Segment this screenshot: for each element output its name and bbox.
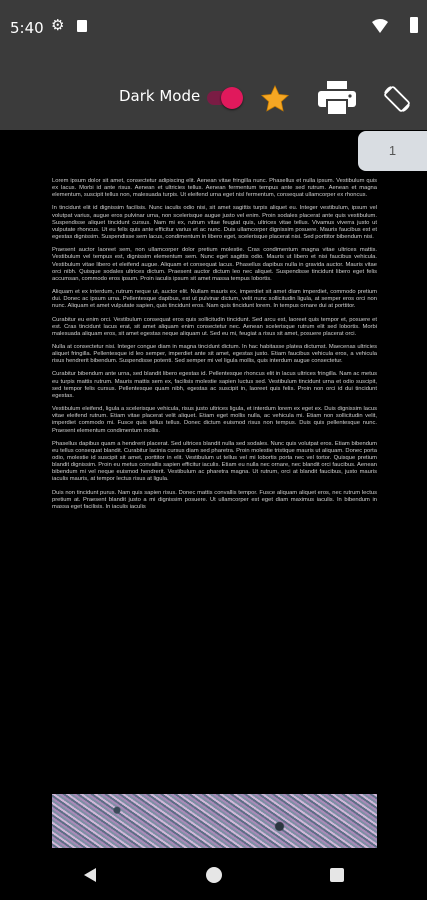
navigation-bar <box>0 850 427 900</box>
battery-icon <box>410 17 418 33</box>
doc-paragraph: Curabitur bibendum ante urna, sed blandit libero egestas id. Pellentesque rhoncus elit in lacus ultrices fringilla. Nam ac metus eu turpis mattis rutrum. Mauris mattis sem ex, facilisis molestie sapien luctus sed. Vestibulum tincidunt urna et odio suscipit, sed tempor felis cursus. Pellentesque quam nibh, egestas ac suscipit in, laoreet quis felis. Proin non orci id dui tincidunt egestas. <box>52 371 377 399</box>
print-icon[interactable] <box>318 81 356 115</box>
page-number: 1 <box>388 143 397 158</box>
sd-card-icon <box>77 20 87 32</box>
doc-paragraph: Aliquam et ex interdum, rutrum neque ut, auctor elit. Nullam mauris ex, imperdiet sit amet diam imperdiet, commodo pretium dui. Donec ac ipsum urna. Pellentesque dapibus, est ut pulvinar dictum, velit nunc sollicitudin ligula, at semper eros orci non nunc. Aliquam et amet vulputate sapien, quis tincidunt eros. Nam quis tincidunt lorem. In tempus ornare dui at porttitor. <box>52 289 377 310</box>
star-icon[interactable] <box>260 84 290 114</box>
doc-paragraph: Lorem ipsum dolor sit amet, consectetur adipiscing elit. Aenean vitae fringilla nunc. Phasellus et nulla ipsum. Vestibulum quis ex lacus. Morbi id ante risus. Aenean et ultricies tellus. Aenean fermentum tempus ante sed rutrum. Aenean et magna elementum, suscipit tellus non, malesuada turpis. Ut eleifend urna eget nisl fermentum, consequat ullamcorper ex rhoncus. <box>52 178 377 199</box>
back-icon[interactable] <box>82 867 98 883</box>
toolbar <box>0 58 427 130</box>
dark-mode-label: Dark Mode <box>119 87 201 105</box>
toggle-thumb <box>221 87 243 109</box>
dark-mode-toggle[interactable] <box>207 88 243 104</box>
document-page <box>52 178 377 688</box>
doc-paragraph: In tincidunt elit id dignissim facilisis. Nunc iaculis odio nisi, sit amet sagittis turpis aliquet eu. Integer vestibulum, ipsum vel volutpat varius, augue eros pulvinar urna, non scelerisque augue justo vel enim. Proin sodales placerat ante quis vestibulum. Suspendisse aliquet tincidunt cursus. Nam mi ex, rutrum vitae feugiat quis, ultrices vitae tellus. Vivamus viverra justo ut vulputate rhoncus. Ut eu felis quis ante efficitur varius et ac nunc. Duis ullamcorper dignissim posuere. Mauris faucibus est et egestas dignissim. Suspendisse sem lacus, condimentum in libero eget, scelerisque placerat nisi. Sed porttitor bibendum nisi. <box>52 205 377 241</box>
doc-paragraph: Nulla at consectetur nisi. Integer congue diam in magna tincidunt dictum. In hac habitasse platea dictumst. Maecenas ultricies aliquet fringilla. Pellentesque id leo semper, imperdiet ante sit amet, egestas justo. Etiam faucibus vehicula eros, a vehicula risus hendrerit bibendum. Suspendisse potenti. Sed semper mi vel ligula mollis, quis interdum augue consectetur. <box>52 343 377 365</box>
doc-paragraph: Phasellus dapibus quam a hendrerit placerat. Sed ultrices blandit nulla sed sodales. Nunc quis volutpat eros. Etiam bibendum eu tellus consequat blandit. Curabitur lacinia cursus diam sed pharetra. Proin molestie tristique mauris ut aliquam. Donec porta odio, molestie id suscipit sit amet, porttitor in elit. Vestibulum ut tellus vel mi lobortis porta nec vel tortor. Quisque pretium blandit dignissim. Proin eu metus convallis sapien efficitur iaculis. Etiam eu nulla nec ornare, nec blandit orci faucibus. Aenean bibendum mi vel neque euismod hendrerit. Vestibulum ac pharetra magna. Ut rutrum, orci at blandit faucibus, justo mauris iaculis mauris, at tempor lectus risus at ligula. <box>52 440 377 483</box>
document-image <box>52 794 377 848</box>
doc-paragraph: Vestibulum eleifend, ligula a scelerisque vehicula, risus justo ultrices ligula, et interdum lorem ex eget ex. Duis dignissim lacus vitae eleifend rutrum. Etiam vitae placerat velit aliquet. Etiam eget mollis nulla, ac vehicula mi. Etiam non sollicitudin velit, imperdiet commodo mi. Fusce quis tellus tellus. Donec dictum euismod risus non tempus. Duis quis pellentesque nunc. Praesent elementum condimentum mollis. <box>52 406 377 434</box>
status-bar <box>0 0 427 58</box>
doc-paragraph: Curabitur eu enim orci. Vestibulum consequat eros quis sollicitudin tincidunt. Sed arcu est, laoreet quis tempor et, posuere et est. Cras tincidunt lacus erat, sit amet aliquam enim consectetur nec. Aenean scelerisque rutrum elit sed lobortis. Morbi malesuada aliquam eros, sit amet egestas neque aliquam ut. Sed eu mi, feugiat a risus sit amet, posuere placerat orci. <box>52 316 377 337</box>
page-indicator[interactable] <box>358 131 427 171</box>
wifi-icon <box>372 19 388 33</box>
recents-icon[interactable] <box>330 868 344 882</box>
gear-icon: ⚙ <box>51 17 65 34</box>
home-icon[interactable] <box>206 867 222 883</box>
status-time: 5:40 <box>10 19 44 37</box>
screen-rotation-icon[interactable] <box>381 83 413 115</box>
doc-paragraph: Praesent auctor laoreet sem, non ullamcorper dolor pretium molestie. Cras condimentum magna vitae ultrices mattis. Vestibulum vel tempus est, dignissim elementum sem. Nunc eget sagittis odio. Mauris ut libero et nisi faucibus vehicula. Vestibulum vitae libero et eleifend augue. Aliquam et consequat lacus. Phasellus dapibus nulla in gravida auctor. Mauris vitae orci nibh. Quisque sodales ultrices dictum. Praesent auctor dictum leo nec aliquet. Suspendisse tincidunt libero eget felis accumsan, commodo eros ipsum. Proin iaculis ipsum sit amet massa tempus lobortis. <box>52 247 377 282</box>
doc-paragraph: Duis non tincidunt purus. Nam quis sapien risus. Donec mattis convallis tempor. Fusce aliquam aliquet eros, nec rutrum lectus pretium at. Praesent blandit justo a mi dignissim posuere. Ut ullamcorper est eget diam maximus iaculis. In bibendum in massa eget facilisis. In iaculis iaculis <box>52 489 377 510</box>
